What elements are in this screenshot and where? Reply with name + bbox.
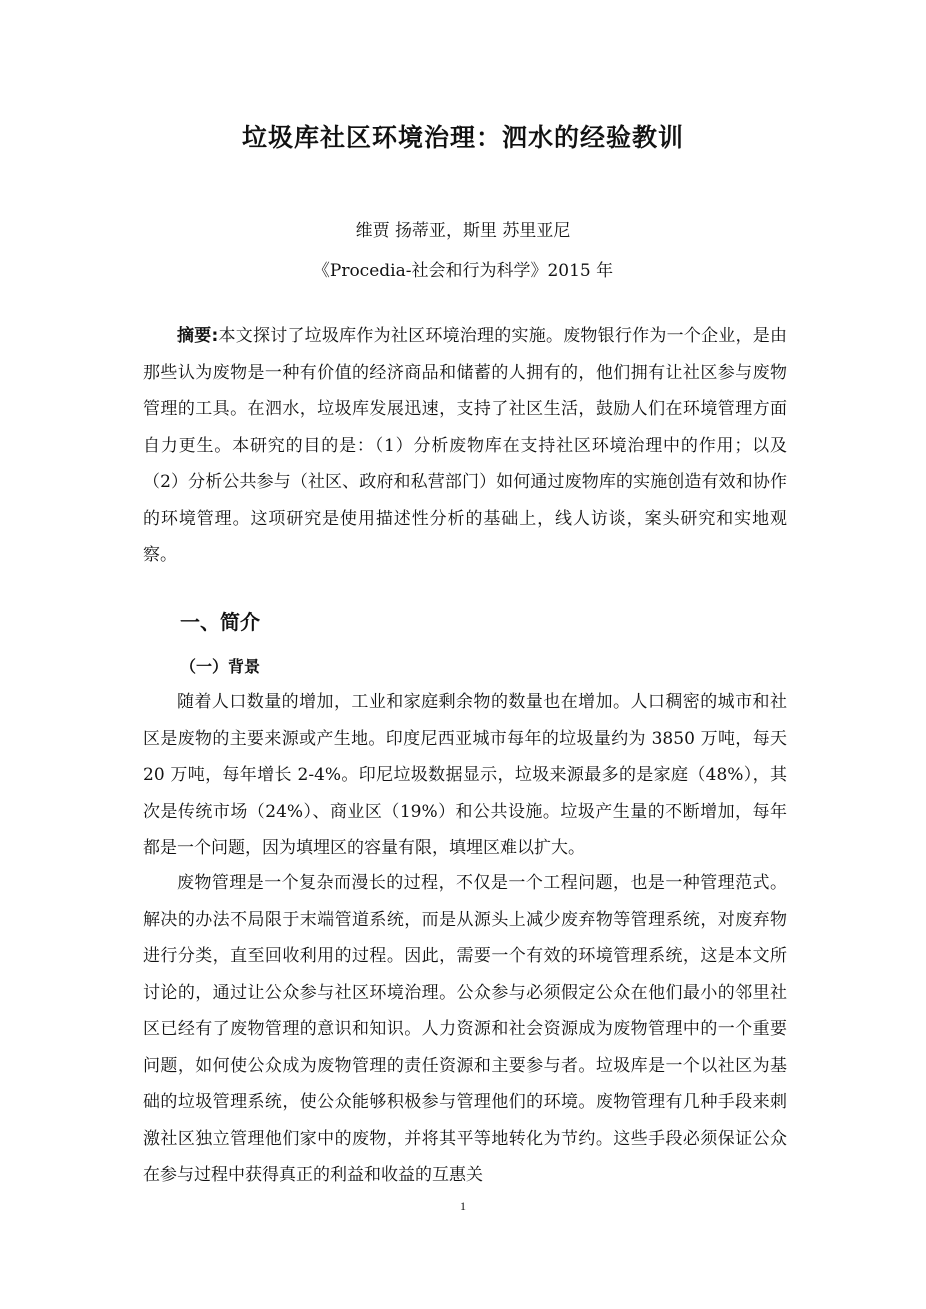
subsection-heading: （一）背景 [180, 657, 261, 676]
author-line: 维贾 扬蒂亚，斯里 苏里亚尼 [355, 221, 571, 241]
body-paragraph-1: 随着人口数量的增加，工业和家庭剩余物的数量也在增加。人口稠密的城市和社区是废物的主要来源或产生地。印度尼西亚城市每年的垃圾量约为 3850 万吨，每天 20 万吨，每年增长 2-4%。印尼垃圾数据显示，垃圾来源最多的是家庭（48%），其次是传统市场（24%）、商业区（19%）和公共设施。垃圾产生量的不断增加，每年都是一个问题，因为填埋区的容量有限，填埋区难以扩大。 [143, 692, 787, 858]
abstract-paragraph [143, 318, 787, 574]
section-heading: 一、简介 [180, 610, 260, 634]
journal-citation: 《Procedia-社会和行为科学》2015 年 [312, 261, 614, 281]
body-paragraph-2: 废物管理是一个复杂而漫长的过程，不仅是一个工程问题，也是一种管理范式。解决的办法不局限于末端管道系统，而是从源头上减少废弃物等管理系统，对废弃物进行分类，直至回收利用的过程。因此，需要一个有效的环境管理系统，这是本文所讨论的，通过让公众参与社区环境治理。公众参与必须假定公众在他们最小的邻里社区已经有了废物管理的意识和知识。人力资源和社会资源成为废物管理中的一个重要问题，如何使公众成为废物管理的责任资源和主要参与者。垃圾库是一个以社区为基础的垃圾管理系统，使公众能够积极参与管理他们的环境。废物管理有几种手段来刺激社区独立管理他们家中的废物，并将其平等地转化为节约。这些手段必须保证公众在参与过程中获得真正的利益和收益的互惠关 [143, 873, 787, 1185]
abstract-label: 摘要: [177, 326, 219, 346]
abstract-text: 本文探讨了垃圾库作为社区环境治理的实施。废物银行作为一个企业，是由那些认为废物是一种有价值的经济商品和储蓄的人拥有的，他们拥有让社区参与废物管理的工具。在泗水，垃圾库发展迅速，支持了社区生活，鼓励人们在环境管理方面自力更生。本研究的目的是：（1）分析废物库在支持社区环境治理中的作用；以及（2）分析公共参与（社区、政府和私营部门）如何通过废物库的实施创造有效和协作的环境管理。这项研究是使用描述性分析的基础上，线人访谈，案头研究和实地观察。 [143, 326, 787, 565]
page-number: 1 [460, 1199, 466, 1213]
paper-title: 垃圾库社区环境治理：泗水的经验教训 [241, 123, 684, 152]
